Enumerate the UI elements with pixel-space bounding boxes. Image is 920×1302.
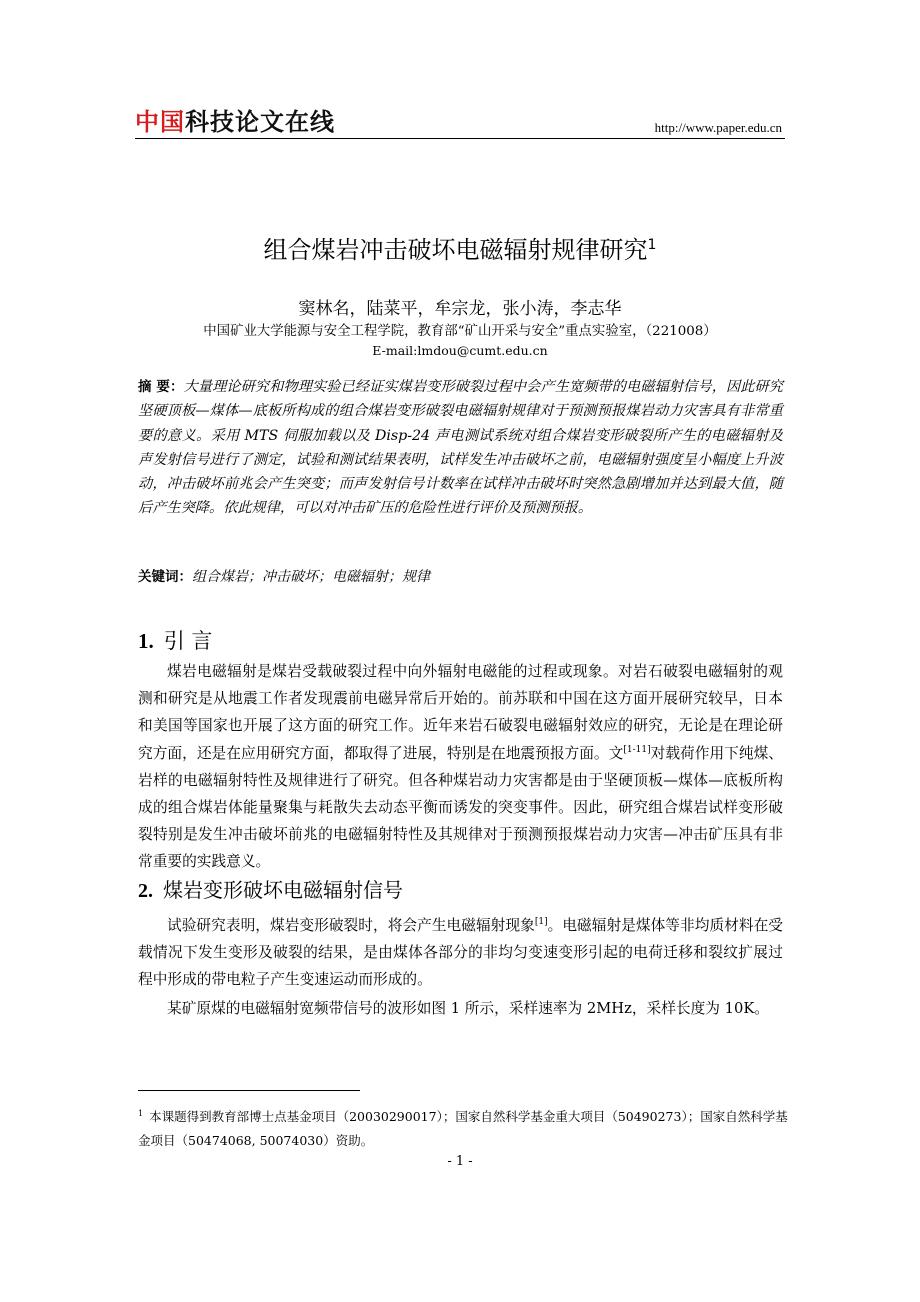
footnote-text: 本课题得到教育部博士点基金项目（20030290017）；国家自然科学基金重大项目（50490273）；国家自然科学基金项目（50474068, 50074030）资助。 [138,1109,788,1149]
section-1-paragraph [138,658,783,876]
section-2-paragraph-1 [138,912,783,994]
logo-red-text: 中国 [135,108,185,136]
section-2-title: 煤岩变形破坏电磁辐射信号 [163,878,403,902]
section-2-number: 2. [138,880,153,902]
section-1-number: 1. [138,629,154,653]
footnote-divider [138,1090,360,1091]
keywords-text: 组合煤岩；冲击破坏；电磁辐射；规律 [192,569,430,585]
section-2-paragraph-2: 某矿原煤的电磁辐射宽频带信号的波形如图 1 所示，采样速率为 2MHz，采样长度为 10K。 [167,1000,769,1017]
section-2-heading [138,876,403,905]
section-1-title: 引 言 [163,629,213,653]
abstract [138,375,783,521]
section-1-heading [138,627,212,655]
keywords-label: 关键词： [138,569,192,585]
header-divider [135,138,785,139]
title-text: 组合煤岩冲击破坏电磁辐射规律研究 [263,236,648,264]
journal-logo[interactable] [135,108,335,136]
keywords [138,565,783,589]
author-list: 窦林名，陆菜平，牟宗龙，张小涛，李志华 [298,299,622,319]
footnote [138,1102,788,1153]
title-footnote-mark[interactable]: 1 [647,237,657,253]
abstract-label: 摘 要： [138,379,184,395]
abstract-text: 大量理论研究和物理实验已经证实煤岩变形破裂过程中会产生宽频带的电磁辐射信号，因此研究坚硬顶板—煤体—底板所构成的组合煤岩变形破裂电磁辐射规律对于预测预报煤岩动力灾害具有非常重要的意义。采用 MTS 伺服加载以及 Disp-24 声电测试系统对组合煤岩变形破裂所产生的电磁辐射及声发射信号进行了测定，试验和测试结果表明，试样发生冲击破坏之前，电磁辐射强度呈小幅度上升波动，冲击破坏前兆会产生突变；而声发射信号计数率在试样冲击破坏时突然急剧增加并达到最大值，随后产生突降。依此规律，可以对冲击矿压的危险性进行评价及预测预报。 [138,379,783,517]
site-url[interactable]: http://www.paper.edu.cn [654,120,782,135]
paper-title [135,228,785,267]
section-1-text-b: 对载荷作用下纯煤、岩样的电磁辐射特性及规律进行了研究。但各种煤岩动力灾害都是由于坚硬顶板—煤体—底板所构成的组合煤岩体能量聚集与耗散失去动态平衡而诱发的突变事件。因此，研究组合煤岩试样变形破裂特别是发生冲击破坏前兆的电磁辐射特性及其规律对于预测预报煤岩动力灾害—冲击矿压具有非常重要的实践意义。 [138,744,783,871]
affiliation: 中国矿业大学能源与安全工程学院，教育部“矿山开采与安全”重点实验室，（221008） [203,324,717,339]
section-2-text-b: 。电磁辐射是煤体等非均质材料在受载情况下发生变形及破裂的结果，是由煤体各部分的非均匀变速变形引起的电荷迁移和裂纹扩展过程中形成的带电粒子产生变速运动而形成的。 [138,917,783,989]
author-email[interactable]: E-mail:lmdou@cumt.edu.cn [372,343,548,358]
footnote-mark: 1 [138,1109,144,1118]
citation-ref[interactable]: [1-11] [623,744,651,755]
page-number: - 1 - [447,1154,473,1169]
citation-ref[interactable]: [1] [534,917,548,928]
section-1-text-a: 煤岩电磁辐射是煤岩受载破裂过程中向外辐射电磁能的过程或现象。对岩石破裂电磁辐射的观测和研究是从地震工作者发现震前电磁异常后开始的。前苏联和中国在这方面开展研究较早，日本和美国等国家也开展了这方面的研究工作。近年来岩石破裂电磁辐射效应的研究，无论是在理论研究方面，还是在应用研究方面，都取得了进展，特别是在地震预报方面。文 [138,663,783,762]
section-2-text-a: 试验研究表明，煤岩变形破裂时，将会产生电磁辐射现象 [167,917,535,934]
logo-black-text: 科技论文在线 [185,108,335,136]
